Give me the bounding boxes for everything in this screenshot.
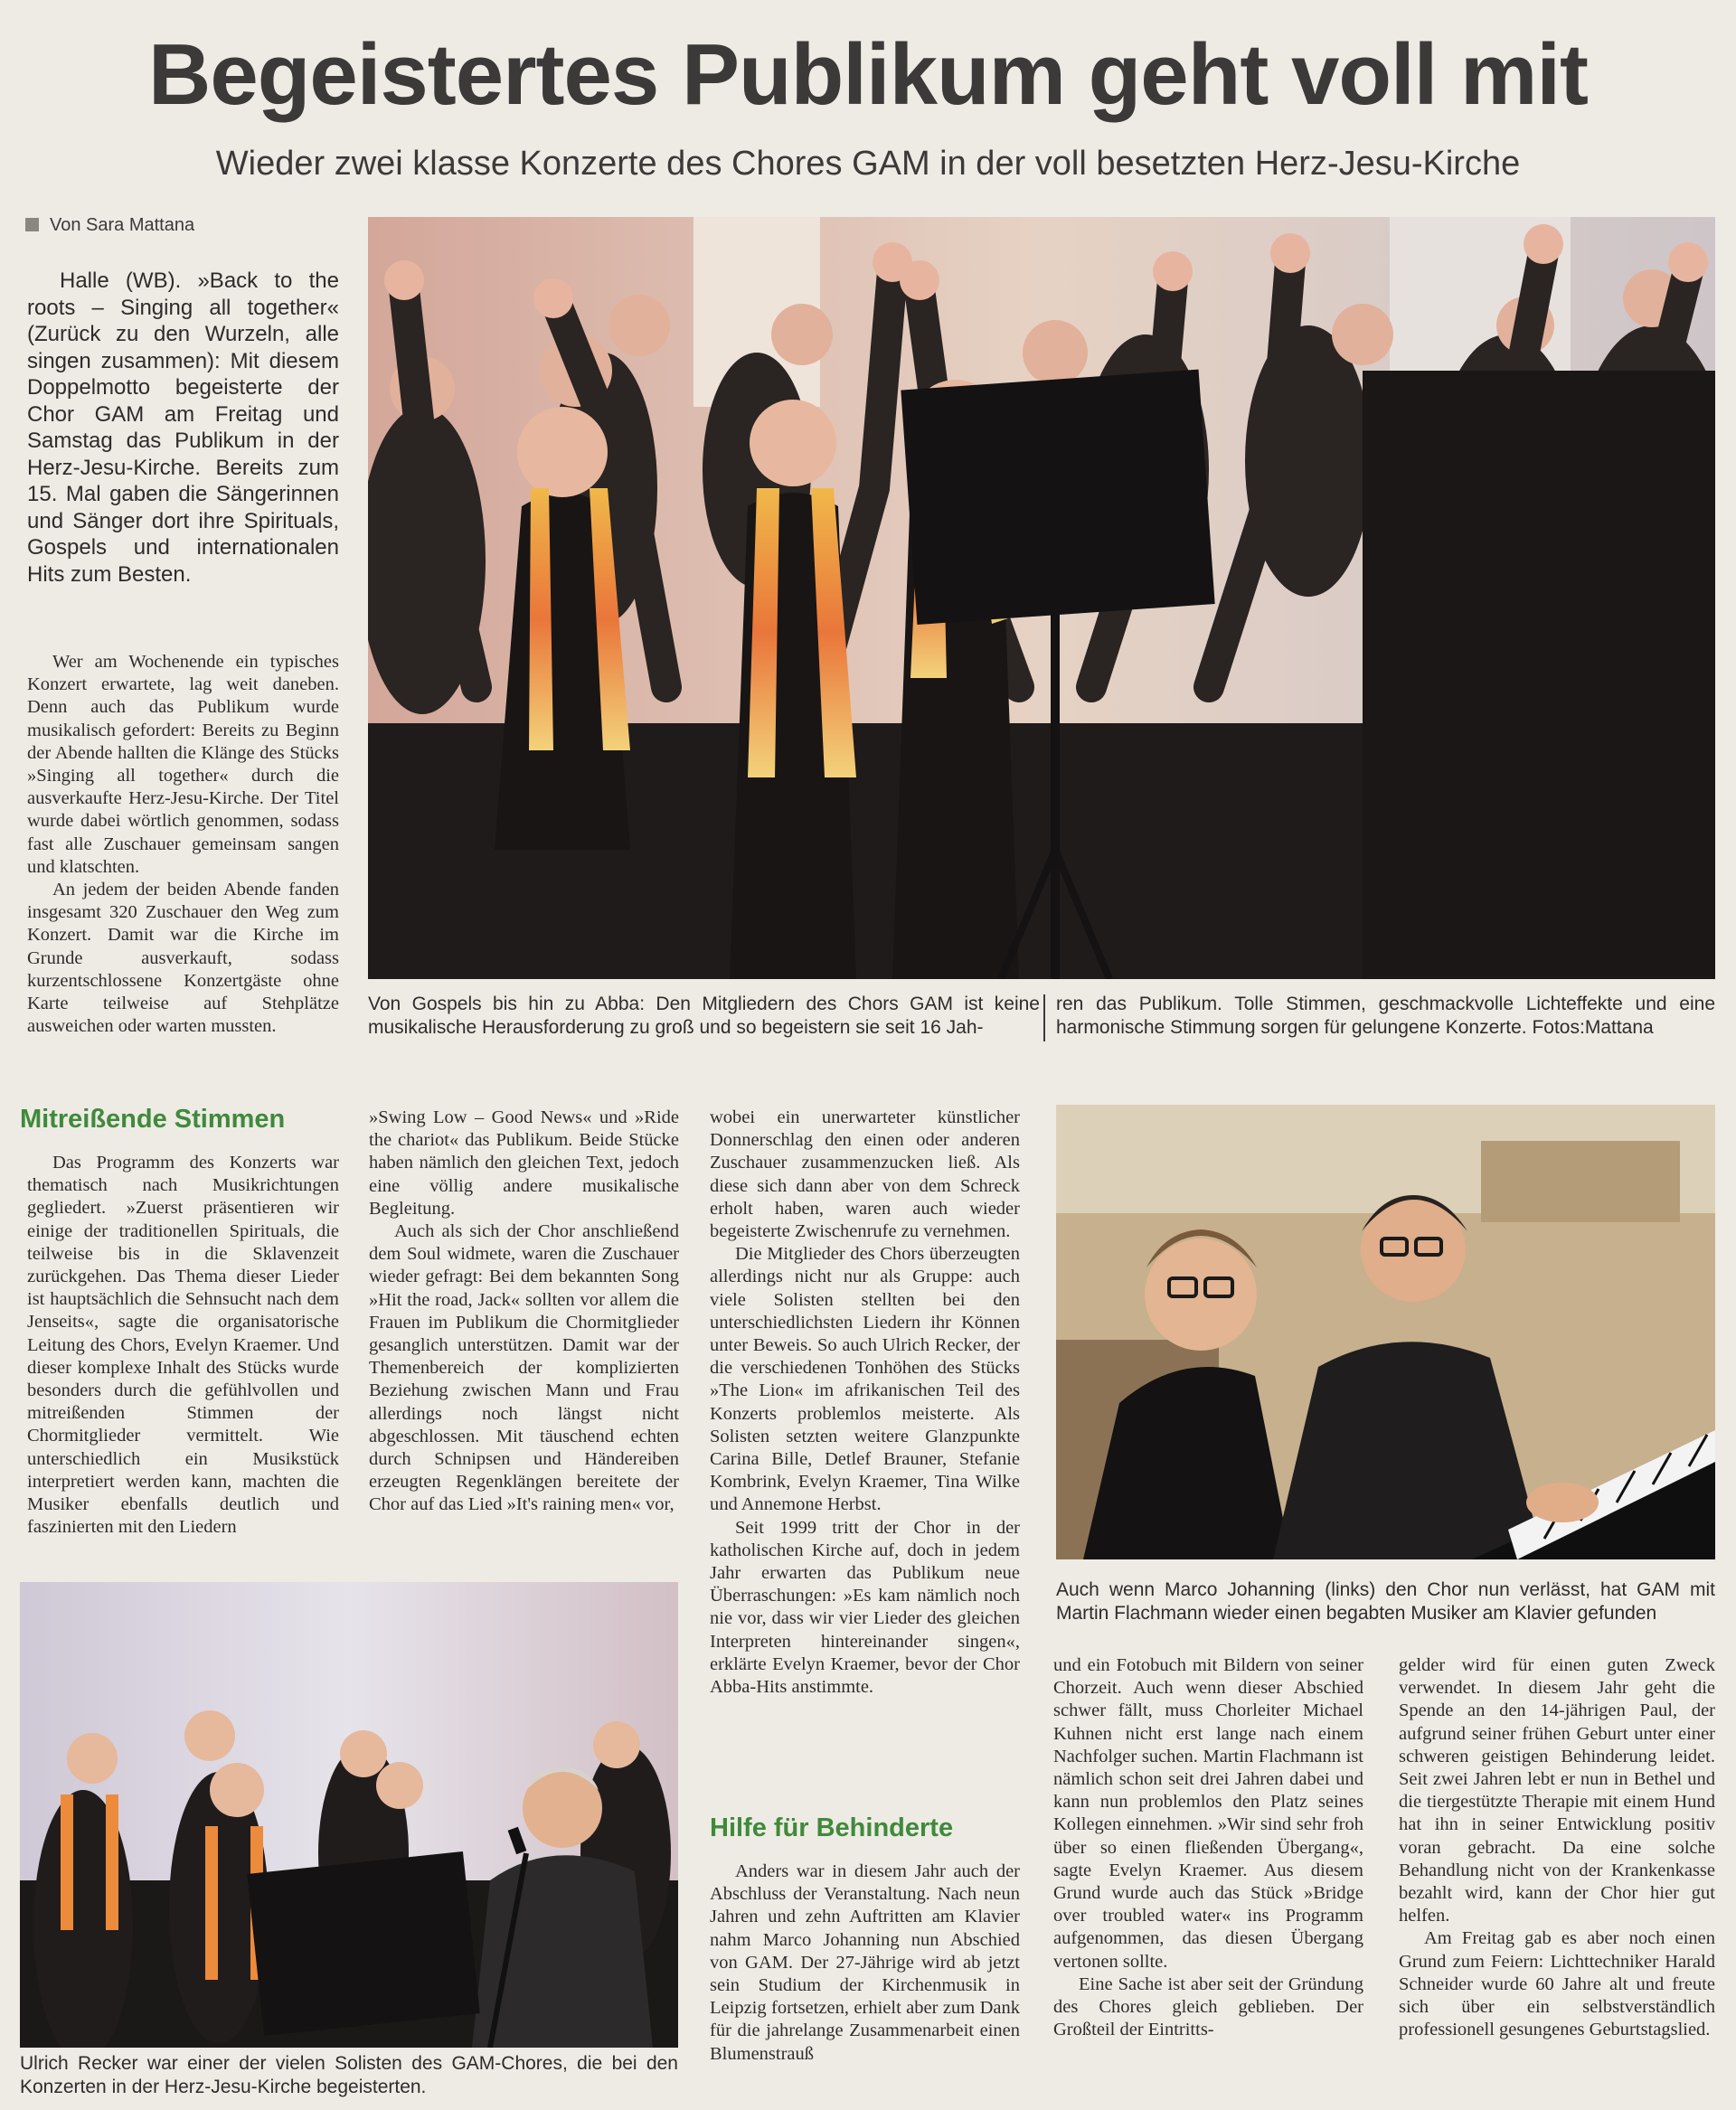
col5-paragraph-1: gelder wird für einen guten Zweck verwendet. In diesem Jahr geht die Spende an den 14-jährigen Paul, der aufgrund seiner frühen Geburt unter einer schweren geistigen Behinderung leidet. Seit zwei Jahren lebt er nun in Bethel und die tiergestützte Therapie mit einem Hund hat ihn in seiner Entwicklung positiv voran gebracht. Da eine solche Behandlung nicht von der Krankenkasse bezahlt wird, kann der Chor hier gut helfen. [1399,1655,1715,1926]
byline-square-icon [25,218,39,231]
col2-paragraph-2: Auch als sich der Chor anschließend dem Soul widmete, waren die Zuschauer wieder gefragt: Bei dem bekannten Song »Hit the road, Jack« sollten vor allem die Frauen im Publikum die Chormitglieder gesanglich unterstützen. Damit war der Themenbereich der komplizierten Beziehung zwischen Mann und Frau allerdings noch längst nicht abgeschlossen. Mit täuschend echten durch Schnipsen und Händereiben erzeugten Regenklängen bereitete der Chor auf das Lied »It's raining men« vor, [369,1221,679,1515]
lead-text: Halle (WB). »Back to the roots – Singing all together« (Zurück zu den Wurzeln, alle singen zusammen): Mit diesem Doppelmotto begeisterte der Chor GAM am Freitag und Samstag das Publikum in der Herz-Jesu-Kirche. Bereits zum 15. Mal gaben die Sängerinnen und Sänger dort ihre Spirituals, Gospels und internationalen Hits zum Besten. [27,268,339,587]
byline [25,215,351,236]
col4-paragraph-2: Eine Sache ist aber seit der Gründung des Chores gleich geblieben. Der Großteil der Eintritts- [1053,1973,1363,2040]
column-3 [710,1107,1020,1699]
byline-text: Von Sara Mattana [50,215,195,235]
col2-paragraph-1: »Swing Low – Good News« und »Ride the chariot« das Publikum. Beide Stücke haben nämlich den gleichen Text, jedoch eine völlig andere musikalische Begleitung. [369,1107,679,1219]
column-3-continued [710,1860,1020,2066]
column-2 [369,1107,679,1517]
col3-paragraph-4: Anders war in diesem Jahr auch der Abschluss der Veranstaltung. Nach neun Jahren und zehn Auftritten am Klavier nahm Marco Johanning nun Abschied von GAM. Der 27-Jährige wird ab jetzt sein Studium der Kirchenmusik in Leipzig fortsetzen, erhielt aber zum Dank für die jahrelange Zusammenarbeit einen Blumenstrauß [710,1861,1020,2064]
col4-paragraph-1: und ein Fotobuch mit Bildern von seiner Chorzeit. Auch wenn dieser Abschied schwer fällt, muss Chorleiter Michael Kuhnen nicht erst lange nach einem Nachfolger suchen. Martin Flachmann ist nämlich schon seit drei Jahren dabei und kann nun problemlos den Platz seines Kollegen einnehmen. »Wir sind sehr froh über so einen fließenden Übergang«, sagte Evelyn Kraemer. Aus diesem Grund wurde auch das Stück »Bridge over troubled water« ins Programm aufgenommen, das diesen Übergang vertonen sollte. [1053,1655,1363,1972]
column-5 [1399,1654,1715,2041]
headline: Begeistertes Publikum geht voll mit [147,26,1589,123]
col3-paragraph-1: wobei ein unerwarteter künstlicher Donnerschlag den einen oder anderen Zuschauer zusammenzucken ließ. Als diese sich dann aber von dem Schreck erholt haben, waren auch wieder begeisterte Zwischenrufe zu vernehmen. [710,1107,1020,1242]
column-4 [1053,1654,1363,2041]
col1-paragraph-2: An jedem der beiden Abende fanden insgesamt 320 Zuschauer den Weg zum Konzert. Damit war die Kirche im Grunde ausverkauft, sodass kurzentschlossene Konzertgäste ohne Karte teilweise auf Stehplätze ausweichen oder warten mussten. [27,880,339,1037]
col3-paragraph-2: Die Mitglieder des Chors überzeugten allerdings nicht nur als Gruppe: auch viele Solisten stellten bei den unterschiedlichsten Liedern ihr Können unter Beweis. So auch Ulrich Recker, der die verschiedenen Tonhöhen des Stücks »The Lion« im afrikanischen Teil des Konzerts problemlos meisterte. Als Solisten setzten weitere Glanzpunkte Carina Bille, Detlef Brauner, Stefanie Kombrink, Evelyn Kraemer, Tina Wilke und Annemone Herbst. [710,1244,1020,1515]
lead-paragraph [27,268,339,588]
subheadline: Wieder zwei klasse Konzerte des Chores GAM in der voll besetzten Herz-Jesu-Kirche [215,145,1521,183]
caption-main-left: Von Gospels bis hin zu Abba: Den Mitgliedern des Chors GAM ist keine musikalische Herausforderung zu groß und so begeistern sie seit 16 Jah- [368,994,1040,1038]
column-1-continued [27,1152,339,1539]
choir-main-photo [368,217,1715,979]
piano-photo [1056,1105,1715,1559]
column-1 [27,651,339,1038]
subhead-hilfe-fuer-behinderte: Hilfe für Behinderte [710,1813,954,1842]
caption-soloist: Ulrich Recker war einer der vielen Solisten des GAM-Chores, die bei den Konzerten in der Herz-Jesu-Kirche begeisterten. [20,2053,678,2097]
piano-photo-image [1056,1105,1715,1559]
soloist-photo [20,1582,678,2048]
col1-paragraph-1: Wer am Wochenende ein typisches Konzert erwartete, lag weit daneben. Denn auch das Publikum wurde musikalisch gefordert: Bereits zu Beginn der Abende hallten die Klänge des Stücks »Singing all together« durch die ausverkaufte Herz-Jesu-Kirche. Der Titel wurde dabei wörtlich genommen, sodass fast alle Zuschauer gemeinsam sangen und klatschten. [27,652,339,877]
soloist-photo-image [20,1582,678,2048]
col1-paragraph-3: Das Programm des Konzerts war thematisch nach Musikrichtungen gegliedert. »Zuerst präsentieren wir einige der traditionellen Spirituals, die teilweise bis in die Sklavenzeit zurückgehen. Das Thema dieser Lieder ist hauptsächlich die Sehnsucht nach dem Jenseits«, sagte die organisatorische Leitung des Chors, Evelyn Kraemer. Und dieser komplexe Inhalt des Stücks wurde besonders durch die gefühlvollen und mitreißenden Stimmen der Chormitglieder vermittelt. Wie unterschiedlich ein Musikstück interpretiert werden kann, machten die Musiker ebenfalls deutlich und faszinierten mit den Liedern [27,1153,339,1538]
subhead-mitreissende-stimmen: Mitreißende Stimmen [20,1105,286,1134]
col5-paragraph-2: Am Freitag gab es aber noch einen Grund zum Feiern: Lichttechniker Harald Schneider wurde 60 Jahre alt und freute sich über ein selbstverständlich professionell gesungenes Geburtstagslied. [1399,1928,1715,2040]
col3-paragraph-3: Seit 1999 tritt der Chor in der katholischen Kirche auf, doch in jedem Jahr erwarten das Publikum neue Überraschungen: »Es kam nämlich noch nie vor, dass wir vier Lieder des gleichen Interpreten hintereinander singen«, erklärte Evelyn Kraemer, bevor der Chor Abba-Hits anstimmte. [710,1517,1020,1698]
caption-main-right: ren das Publikum. Tolle Stimmen, geschmackvolle Lichteffekte und eine harmonische Stimmung sorgen für gelungene Konzerte. Fotos:Mattana [1056,994,1715,1038]
choir-photo-image [368,217,1715,979]
caption-piano: Auch wenn Marco Johanning (links) den Chor nun verlässt, hat GAM mit Martin Flachmann wieder einen begabten Musiker am Klavier gefunden [1056,1579,1715,1624]
caption-divider [1043,994,1045,1041]
